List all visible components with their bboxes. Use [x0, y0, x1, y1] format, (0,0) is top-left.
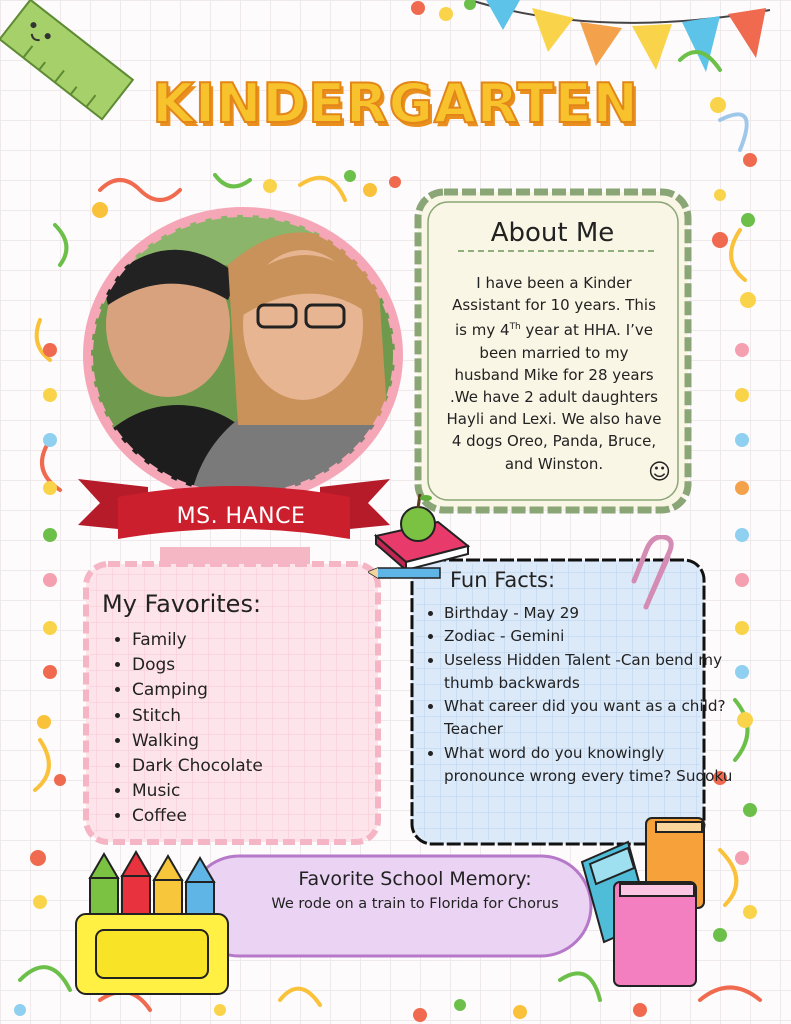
list-item: • Coffee [132, 804, 263, 829]
list-item: • Music [132, 779, 263, 804]
books-stack-icon [576, 812, 706, 992]
paperclip-icon [626, 535, 678, 610]
page-title: KINDERGARTEN [152, 72, 639, 135]
list-item: • Dogs [132, 653, 263, 678]
crayon-box-icon [70, 848, 235, 1000]
memory-text: We rode on a train to Florida for Chorus [271, 896, 559, 912]
book-apple-icon [368, 486, 473, 582]
favorites-heading: My Favorites: [102, 590, 262, 618]
list-item: • Camping [132, 678, 263, 703]
about-me-text: I have been a Kinder Assistant for 10 years. This is my 4Th year at HHA. I’ve been married to my husband Mike for 28 years .We have 2 adult daughters Hayli and Lexi. We also have 4 dogs Oreo, Panda, Bruce, and Winston. [446, 274, 662, 473]
fun-facts-heading: Fun Facts: [450, 568, 556, 592]
list-item: • Birthday - May 29 [444, 602, 734, 625]
about-me-heading: About Me [490, 218, 615, 248]
teacher-photo [78, 205, 408, 505]
list-item: • Family [132, 628, 263, 653]
list-item: • What career did you want as a child? Teacher [444, 695, 734, 742]
list-item: • What word do you knowingly pronounce wrong every time? Sudoku [444, 742, 734, 789]
fun-facts-list [424, 602, 734, 788]
memory-heading: Favorite School Memory: [298, 868, 532, 890]
smiley-icon: ☺ [648, 460, 671, 485]
list-item: • Zodiac - Gemini [444, 625, 734, 648]
list-item: • Dark Chocolate [132, 754, 263, 779]
teacher-name: MS. HANCE [176, 504, 306, 529]
about-divider [458, 250, 654, 252]
favorites-list [110, 628, 263, 830]
list-item: • Walking [132, 729, 263, 754]
list-item: • Useless Hidden Talent -Can bend my thumb backwards [444, 649, 734, 696]
list-item: • Stitch [132, 704, 263, 729]
